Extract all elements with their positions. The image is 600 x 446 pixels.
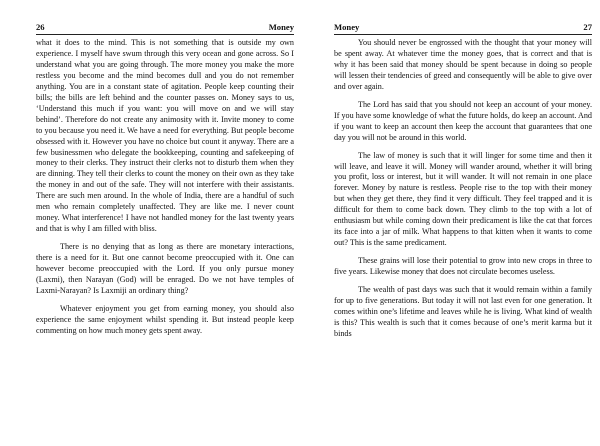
paragraph: You should never be engrossed with the thought that your money will be spent away. At whatever time the money goes, that is correct and that is why it has been said that money should be spent because in doing so people will lessen their tendencies of greed and consequently will be able to give over and over again. — [334, 38, 592, 91]
left-page-header — [36, 21, 294, 33]
right-page-body — [334, 38, 592, 340]
paragraph: These grains will lose their potential to grow into new crops in three to five years. Likewise money that does not circulate becomes useless. — [334, 256, 592, 277]
paragraph: There is no denying that as long as there are monetary interactions, there is a need for it. But one cannot become preoccupied with it. One can however become preoccupied with the Lord. If you only pursue money (Laxmi), then Narayan (God) will be enraged. Do we not have temples of Laxmi-Narayan? Is Laxmiji an ordinary thing? — [36, 242, 294, 295]
paragraph: The law of money is such that it will linger for some time and then it will leave, and leave it will. Money will wander around, whether it will bring you profit, loss or interest, but it will wander. It will not remain in one place forever. Money by nature is restless. People rise to the top with their money but when they get there, they find it very difficult. They feel trapped and it is difficult for them to come back down. They climb to the top with a lot of enthusiasm but while coming down their predicament is like the cat that forces its face into a jar of milk. What happens to that kitten when it wants to come out? This is the same predicament. — [334, 150, 592, 248]
running-title: Money — [334, 22, 360, 32]
paragraph: The wealth of past days was such that it would remain within a family for up to five generations. But today it will not last even for one generation. It comes within one’s lifetime and leaves while he is living. What kind of wealth is this? This wealth is such that it comes because of one’s merit karma but it binds — [334, 285, 592, 338]
paragraph: Whatever enjoyment you get from earning money, you should also experience the same enjoyment whilst spending it. But instead people keep commenting on how much money gets spent away. — [36, 303, 294, 335]
page-number: 27 — [583, 22, 592, 32]
header-rule — [36, 34, 294, 35]
page-number: 26 — [36, 22, 45, 32]
left-page-body — [36, 38, 294, 337]
paragraph: what it does to the mind. This is not something that is outside my own experience. I myself have swum through this very ocean and gone across. So I understand what you are going through. The more money you make the more restless you become and the mind becomes dull and you do not remember anything. You are in a constant state of agitation. People keep counting their bills; the bills are left behind and the counter passes on. Money says to us, ‘Understand this much if you want: you will move on and we will stay behind’. Therefore do not create any animosity with it. Invite money to come to you because you need it. We have a need for everything. But people become obsessed with it. However you have no choice but count it anyway. There are a few businessmen who delegate the bookkeeping, counting and safekeeping of money to their clerks. They instruct their clerks not to disturb them when they are dinning. They tell their clerks to count the money on their own as they take the money in and out of the safe. They will not interfere with their assistants. There are such men around. In the whole of India, there are a handful of such men who remain completely unaffected. They are like me. I never count money. What interference! I have not handled money for the last twenty years and that is why I am filled with bliss. — [36, 38, 294, 234]
paragraph: The Lord has said that you should not keep an account of your money. If you have some knowledge of what the future holds, do keep an account. And if you want to keep an account then keep the account that guarantees that one day you will not be around in this world. — [334, 99, 592, 142]
right-page-header — [334, 21, 592, 33]
running-title: Money — [268, 22, 294, 32]
right-page — [334, 0, 592, 446]
header-rule — [334, 34, 592, 35]
left-page — [36, 0, 294, 446]
